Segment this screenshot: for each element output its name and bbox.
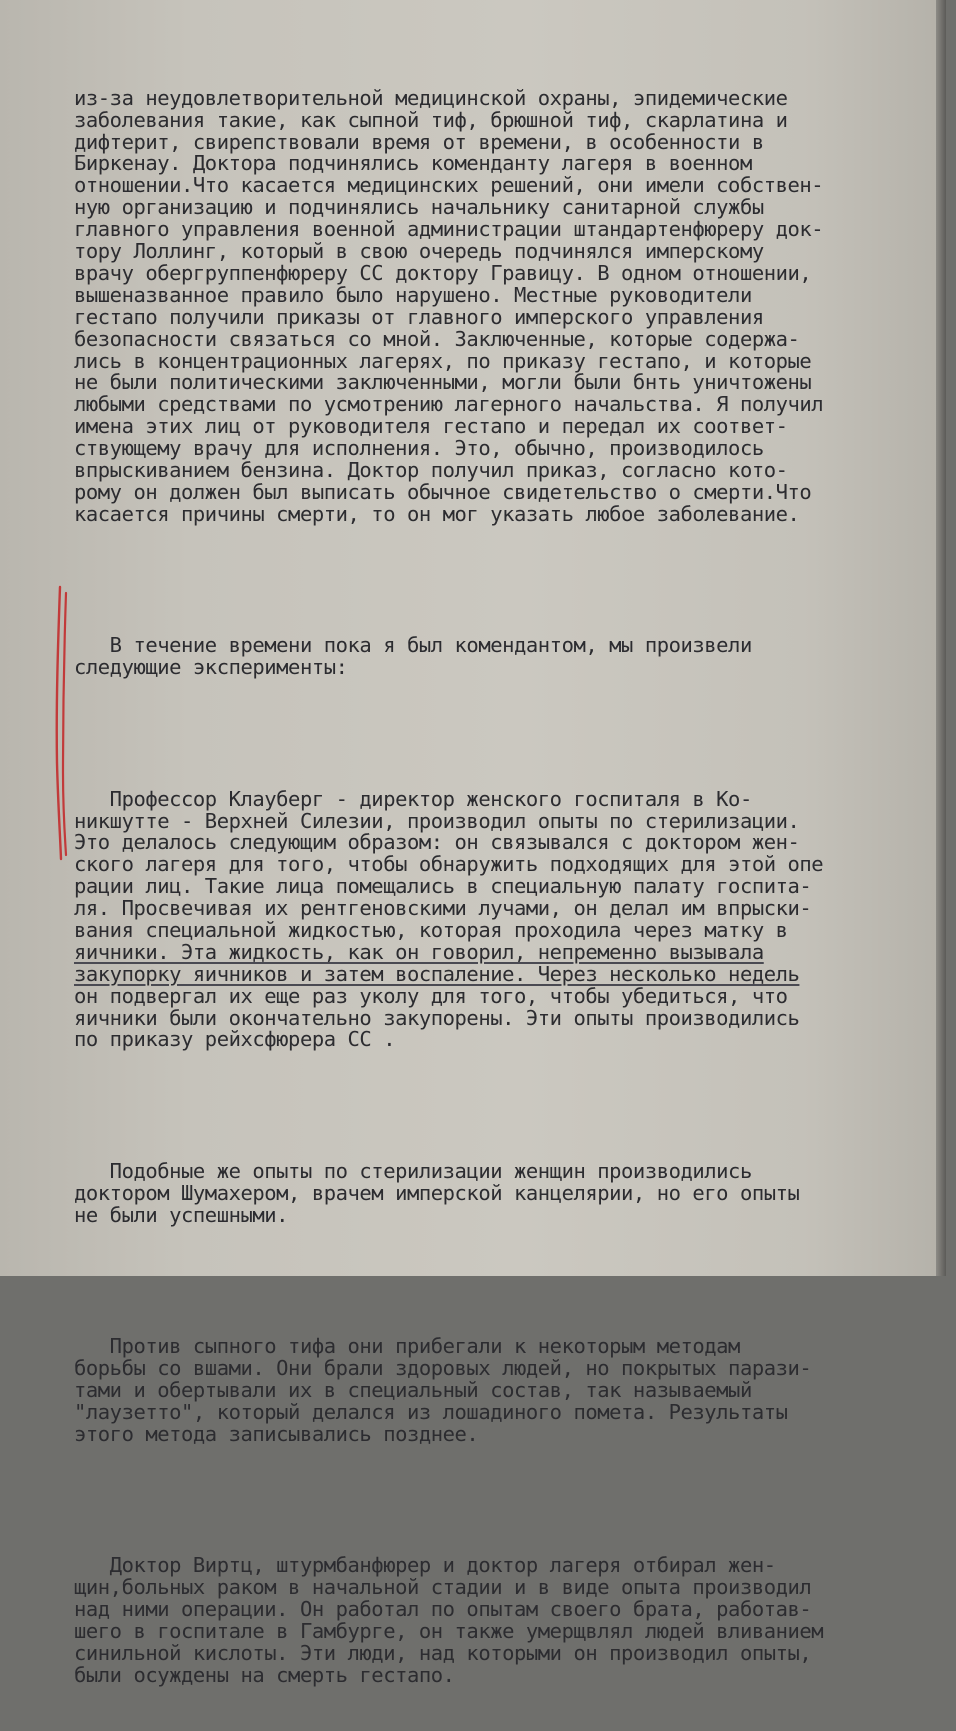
text-line: не были политическими заключенными, могли были бнть уничтожены bbox=[74, 370, 812, 395]
text-line: касается причины смерти, то он мог указать любое заболевание. bbox=[74, 501, 800, 526]
text-line: борьбы со вшами. Они брали здоровых людей, но покрытых парази- bbox=[74, 1356, 812, 1381]
text-line: вания специальной жидкостью, которая проходила через матку в bbox=[74, 918, 788, 942]
text-line: не были успешными. bbox=[74, 1202, 289, 1227]
text-line: ную организацию и подчинялись начальнику санитарной службы bbox=[74, 195, 764, 220]
text-line: лись в концентрационных лагерях, по приказу гестапо, и которые bbox=[74, 348, 812, 373]
text-line: рации лиц. Такие лица помещались в специальную палату госпита- bbox=[74, 874, 812, 899]
text-line: В течение времени пока я был комендантом, мы произвели bbox=[74, 633, 752, 658]
text-line: имена этих лиц от руководителя гестапо и передал их соответ- bbox=[74, 414, 788, 439]
underlined-phrase: яичники. Эта жидкость, как он говорил, непременно вызывала bbox=[74, 939, 764, 964]
text-line: отношении.Что касается медицинских решений, они имели собствен- bbox=[74, 173, 824, 198]
underlined-phrase: закупорку яичников и затем воспаление. Через несколько недель bbox=[74, 961, 800, 986]
text-line: рому он должен был выписать обычное свидетельство о смерти.Что bbox=[74, 479, 812, 504]
typed-text bbox=[74, 44, 946, 1731]
text-line: тами и обертывали их в специальный состав, так называемый bbox=[74, 1378, 752, 1403]
text-line: гестапо получили приказы от главного имперского управления bbox=[74, 304, 764, 329]
text-line: Это делалось следующим образом: он связывался с доктором жен- bbox=[74, 830, 800, 855]
text-line: этого метода записывались позднее. bbox=[74, 1421, 479, 1446]
text-line: яичники были окончательно закупорены. Эти опыты производились bbox=[74, 1005, 800, 1030]
text-line: ского лагеря для того, чтобы обнаружить подходящих для этой опе bbox=[74, 852, 824, 877]
text-line: Против сыпного тифа они прибегали к некоторым методам bbox=[74, 1334, 740, 1359]
paragraph-5 bbox=[74, 1336, 946, 1445]
text-line: он подвергал их еще раз уколу для того, чтобы убедиться, что bbox=[74, 983, 788, 1008]
text-line: шего в госпитале в Гамбурге, он также умерщвлял людей вливанием bbox=[74, 1619, 824, 1644]
text-line: Профессор Клауберг - директор женского госпиталя в Ко- bbox=[74, 786, 752, 811]
text-line: никшутте - Верхней Силезии, производил опыты по стерилизации. bbox=[74, 808, 800, 833]
text-line: тору Лоллинг, который в свою очередь подчинялся имперскому bbox=[74, 239, 764, 264]
text-line: следующие эксперименты: bbox=[74, 655, 348, 680]
text-line: "лаузетто", который делался из лошадиного помета. Результаты bbox=[74, 1399, 788, 1424]
text-line bbox=[74, 939, 946, 964]
text-line: безопасности связаться со мной. Заключенные, которые содержа- bbox=[74, 326, 800, 351]
text-line: Доктор Виртц, штурмбанфюрер и доктор лагеря отбирал жен- bbox=[74, 1553, 776, 1578]
text-line: врачу обергруппенфюреру СС доктору Гравицу. В одном отношении, bbox=[74, 260, 812, 285]
text-line: Подобные же опыты по стерилизации женщин производились bbox=[74, 1158, 752, 1183]
paragraph-4 bbox=[74, 1158, 946, 1227]
text-line: доктором Шумахером, врачем имперской канцелярии, но его опыты bbox=[74, 1180, 800, 1205]
paragraph-1 bbox=[74, 85, 946, 526]
paragraph-6 bbox=[74, 1555, 946, 1686]
text-line: по приказу рейхсфюрера СС . bbox=[74, 1027, 396, 1052]
text-line: были осуждены на смерть гестапо. bbox=[74, 1662, 455, 1687]
text-line bbox=[74, 961, 946, 986]
paragraph-3 bbox=[74, 786, 946, 1052]
text-line: вышеназванное правило было нарушено. Местные руководители bbox=[74, 282, 752, 307]
paragraph-2 bbox=[74, 635, 946, 679]
text-line: щин,больных раком в начальной стадии и в виде опыта производил bbox=[74, 1575, 812, 1600]
text-line: дифтерит, свирепствовали время от времени, в особенности в bbox=[74, 129, 764, 154]
text-line: заболевания такие, как сыпной тиф, брюшной тиф, скарлатина и bbox=[74, 107, 788, 132]
text-line: главного управления военной администрации штандартенфюреру док- bbox=[74, 217, 824, 242]
text-line: ствующему врачу для исполнения. Это, обычно, производилось bbox=[74, 436, 764, 461]
text-line: ля. Просвечивая их рентгеновскими лучами, он делал им впрыски- bbox=[74, 896, 812, 921]
red-margin-mark bbox=[46, 583, 72, 863]
text-line: из-за неудовлетворительной медицинской охраны, эпидемические bbox=[74, 85, 788, 110]
text-line: любыми средствами по усмотрению лагерного начальства. Я получил bbox=[74, 392, 824, 417]
text-line: над ними операции. Он работал по опытам своего брата, работав- bbox=[74, 1597, 812, 1622]
text-line: Биркенау. Доктора подчинялись коменданту лагеря в военном bbox=[74, 151, 752, 176]
text-line: синильной кислоты. Эти люди, над которыми он производил опыты, bbox=[74, 1640, 812, 1665]
text-line: впрыскиванием бензина. Доктор получил приказ, согласно кото- bbox=[74, 457, 788, 482]
